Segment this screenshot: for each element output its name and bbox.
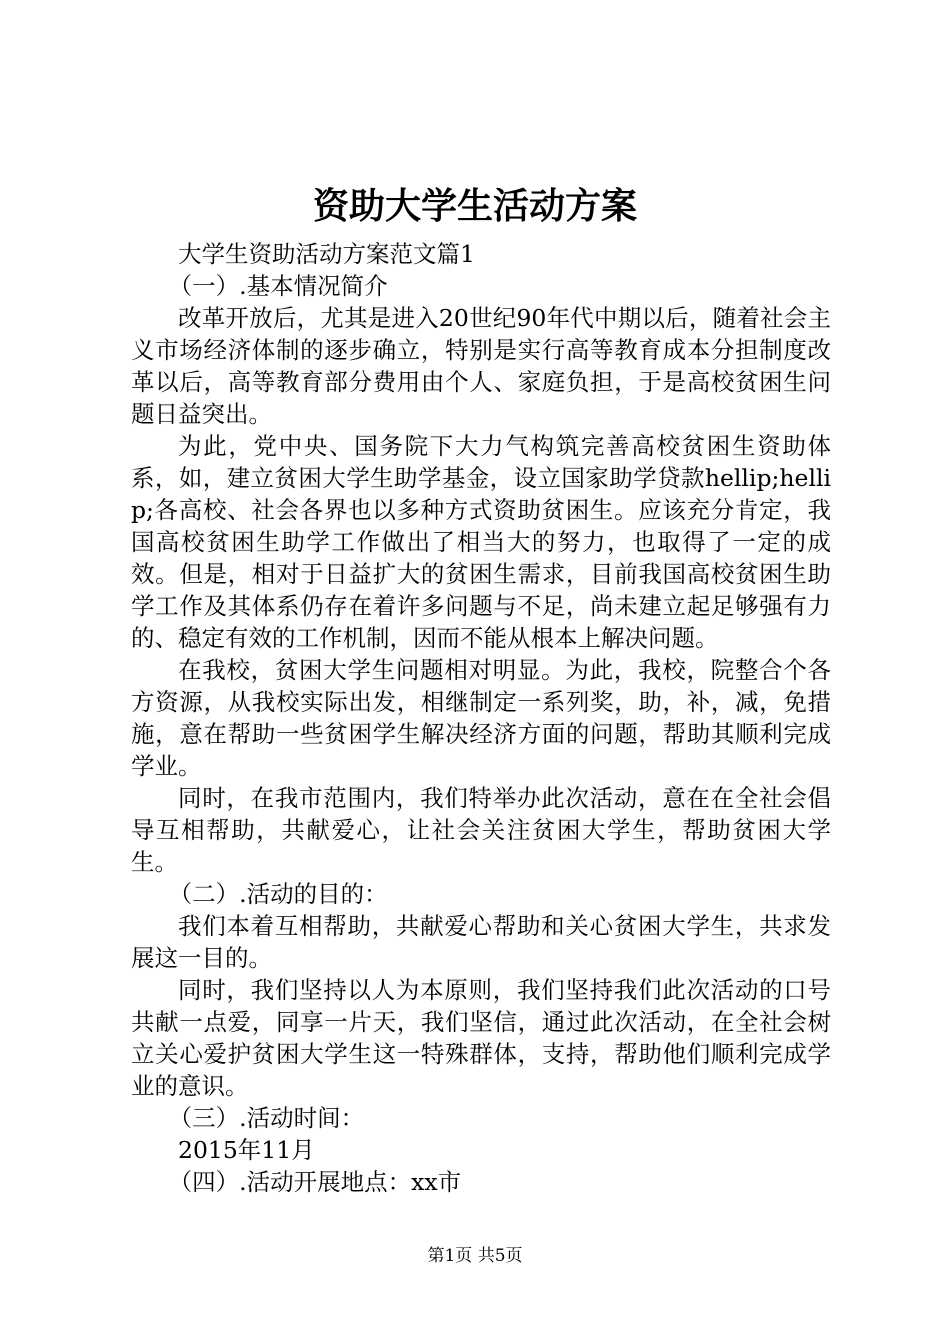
paragraph: 同时，在我市范围内，我们特举办此次活动，意在在全社会倡导互相帮助，共献爱心，让社会关注贫困大学生，帮助贫困大学生。	[131, 784, 831, 876]
section-heading-2: （二）.活动的目的：	[168, 880, 388, 908]
document-title: 资助大学生活动方案	[312, 185, 637, 227]
paragraph: 改革开放后，尤其是进入20世纪90年代中期以后，随着社会主义市场经济体制的逐步确立，特别是实行高等教育成本分担制度改革以后，高等教育部分费用由个人、家庭负担，于是高校贫困生问题日益突出。	[131, 304, 831, 428]
paragraph: 同时，我们坚持以人为本原则，我们坚持我们此次活动的口号共献一点爱，同享一片天，我们坚信，通过此次活动，在全社会树立关心爱护贫困大学生这一特殊群体，支持，帮助他们顺利完成学业的意识。	[131, 976, 831, 1100]
paragraph: 我们本着互相帮助，共献爱心帮助和关心贫困大学生，共求发展这一目的。	[131, 912, 831, 972]
section-heading-1: （一）.基本情况简介	[168, 272, 388, 300]
document-body	[131, 238, 831, 1198]
page-footer: 第1页 共5页	[427, 1246, 523, 1266]
activity-time: 2015年11月	[178, 1136, 315, 1164]
paragraph: 在我校，贫困大学生问题相对明显。为此，我校，院整合个各方资源，从我校实际出发，相继制定一系列奖，助，补，减，免措施，意在帮助一些贫困学生解决经济方面的问题，帮助其顺利完成学业。	[131, 656, 831, 780]
section-subtitle: 大学生资助活动方案范文篇1	[178, 240, 475, 268]
paragraph: 为此，党中央、国务院下大力气构筑完善高校贫困生资助体系，如，建立贫困大学生助学基金，设立国家助学贷款hellip;hellip;各高校、社会各界也以多种方式资助贫困生。应该充分肯定，我国高校贫困生助学工作做出了相当大的努力，也取得了一定的成效。但是，相对于日益扩大的贫困生需求，目前我国高校贫困生助学工作及其体系仍存在着许多问题与不足，尚未建立起足够强有力的、稳定有效的工作机制，因而不能从根本上解决问题。	[131, 432, 831, 652]
section-heading-4: （四）.活动开展地点：xx市	[168, 1168, 462, 1196]
section-heading-3: （三）.活动时间：	[168, 1104, 365, 1132]
